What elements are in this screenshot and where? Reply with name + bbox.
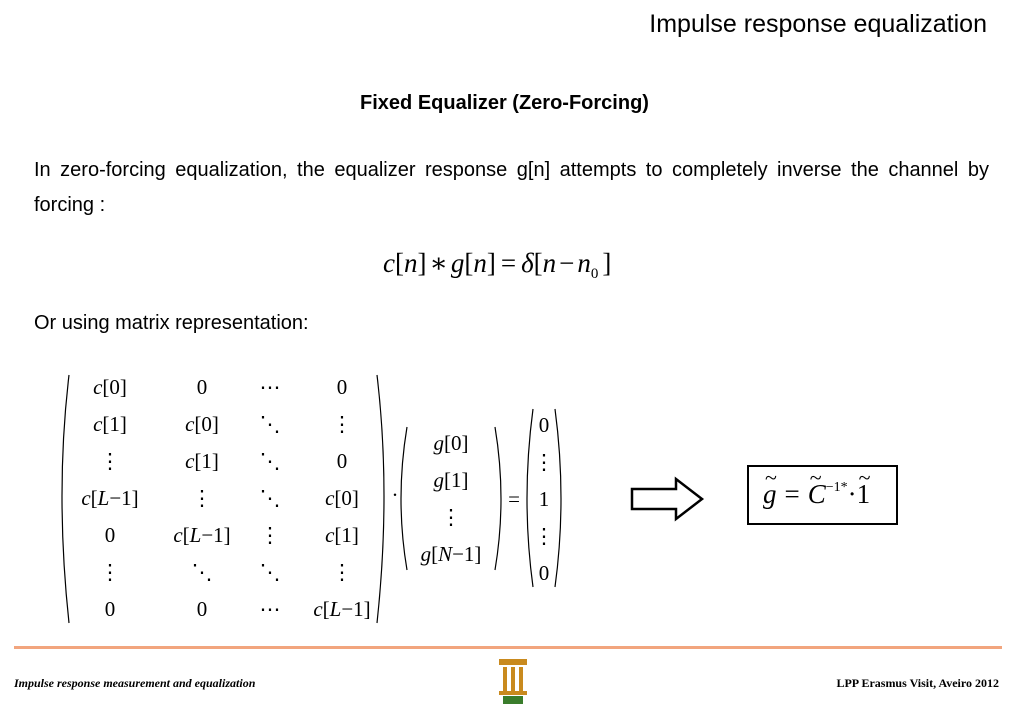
eq-bracket: [ bbox=[464, 248, 474, 278]
matrix-cell: c[0] bbox=[93, 375, 127, 399]
footer-divider bbox=[14, 646, 1002, 649]
matrix-cell: ⋮ bbox=[99, 560, 121, 584]
eq-g: g bbox=[450, 248, 465, 278]
eq-convolution: ∗ bbox=[429, 248, 448, 278]
result-equation bbox=[763, 479, 870, 510]
matrix-cell: 0 bbox=[104, 523, 116, 547]
matrix-cell: c[L−1] bbox=[313, 597, 371, 621]
matrix-cell: c[1] bbox=[325, 523, 359, 547]
eq-delta: δ bbox=[521, 248, 534, 278]
eq-bracket: ] bbox=[486, 248, 496, 278]
equals-sign: = bbox=[508, 487, 520, 511]
result-vector-cell: ⋮ bbox=[533, 524, 555, 548]
result-C-tilde: ~ C bbox=[808, 479, 826, 510]
matrix-intro: Or using matrix representation: bbox=[34, 312, 309, 334]
matrix-equation bbox=[55, 365, 575, 630]
result-vector-cell: 0 bbox=[538, 561, 550, 585]
matrix-cell: c[L−1] bbox=[173, 523, 231, 547]
matrix-cell: c[1] bbox=[93, 412, 127, 436]
eq-bracket: [ bbox=[394, 248, 404, 278]
matrix-cell: ⋱ bbox=[259, 449, 281, 473]
matrix-cell: 0 bbox=[196, 597, 208, 621]
g-vector-cell: g[N−1] bbox=[420, 542, 482, 566]
matrix-cell: ⋱ bbox=[259, 486, 281, 510]
eq-n: n bbox=[403, 248, 418, 278]
zero-forcing-equation bbox=[383, 248, 611, 283]
footer-left-text: Impulse response measurement and equalization bbox=[14, 676, 256, 690]
result-vector-cell: ⋮ bbox=[533, 450, 555, 474]
result-g-tilde: ~ g bbox=[763, 479, 777, 510]
eq-bracket: ] bbox=[417, 248, 427, 278]
result-one-tilde: ~ 1 bbox=[857, 479, 871, 510]
matrix-cell: c[L−1] bbox=[81, 486, 139, 510]
eq-n: n bbox=[473, 248, 487, 278]
eq-c: c bbox=[383, 248, 395, 278]
matrix-cell: c[1] bbox=[185, 449, 219, 473]
result-dot: · bbox=[847, 479, 857, 509]
matrix-cell: 0 bbox=[336, 449, 348, 473]
result-equals: = bbox=[784, 479, 800, 509]
matrix-cell: ⋮ bbox=[191, 486, 213, 510]
footer-right-text: LPP Erasmus Visit, Aveiro 2012 bbox=[836, 676, 999, 690]
slide-title: Impulse response equalization bbox=[649, 10, 987, 38]
matrix-cell: ⋯ bbox=[259, 375, 281, 399]
matrix-cell: ⋮ bbox=[331, 560, 353, 584]
matrix-cell: ⋯ bbox=[259, 597, 281, 621]
matrix-dot: · bbox=[391, 483, 399, 507]
university-logo-icon bbox=[497, 657, 529, 705]
eq-equals: = bbox=[500, 248, 517, 278]
g-vector-cell: g[1] bbox=[433, 468, 469, 492]
matrix-cell: 0 bbox=[336, 375, 348, 399]
g-vector-cell: g[0] bbox=[433, 431, 469, 455]
result-box bbox=[747, 465, 898, 525]
g-vector-cell: ⋮ bbox=[440, 505, 462, 529]
eq-bracket: [ bbox=[533, 248, 543, 278]
matrix-cell: ⋮ bbox=[259, 523, 281, 547]
matrix-cell: 0 bbox=[104, 597, 116, 621]
matrix-cell: c[0] bbox=[325, 486, 359, 510]
eq-n0: n bbox=[577, 248, 591, 278]
intro-paragraph: In zero-forcing equalization, the equalizer response g[n] attempts to completely inverse the channel by forcing : bbox=[34, 159, 989, 216]
matrix-cell: ⋱ bbox=[191, 560, 213, 584]
matrix-cell: c[0] bbox=[185, 412, 219, 436]
section-subtitle: Fixed Equalizer (Zero-Forcing) bbox=[360, 92, 649, 114]
matrix-cell: 0 bbox=[196, 375, 208, 399]
result-vector-cell: 0 bbox=[538, 413, 550, 437]
eq-minus: − bbox=[559, 248, 575, 278]
matrix-cell: ⋱ bbox=[259, 412, 281, 436]
result-superscript: −1* bbox=[825, 480, 848, 495]
eq-bracket: ] bbox=[602, 248, 612, 278]
result-vector-cell: 1 bbox=[538, 487, 550, 511]
matrix-cell: ⋮ bbox=[99, 449, 121, 473]
right-arrow-icon bbox=[630, 476, 706, 522]
matrix-cell: ⋮ bbox=[331, 412, 353, 436]
matrix-cell: ⋱ bbox=[259, 560, 281, 584]
eq-n0-subscript: 0 bbox=[590, 266, 599, 282]
eq-n: n bbox=[542, 248, 557, 278]
